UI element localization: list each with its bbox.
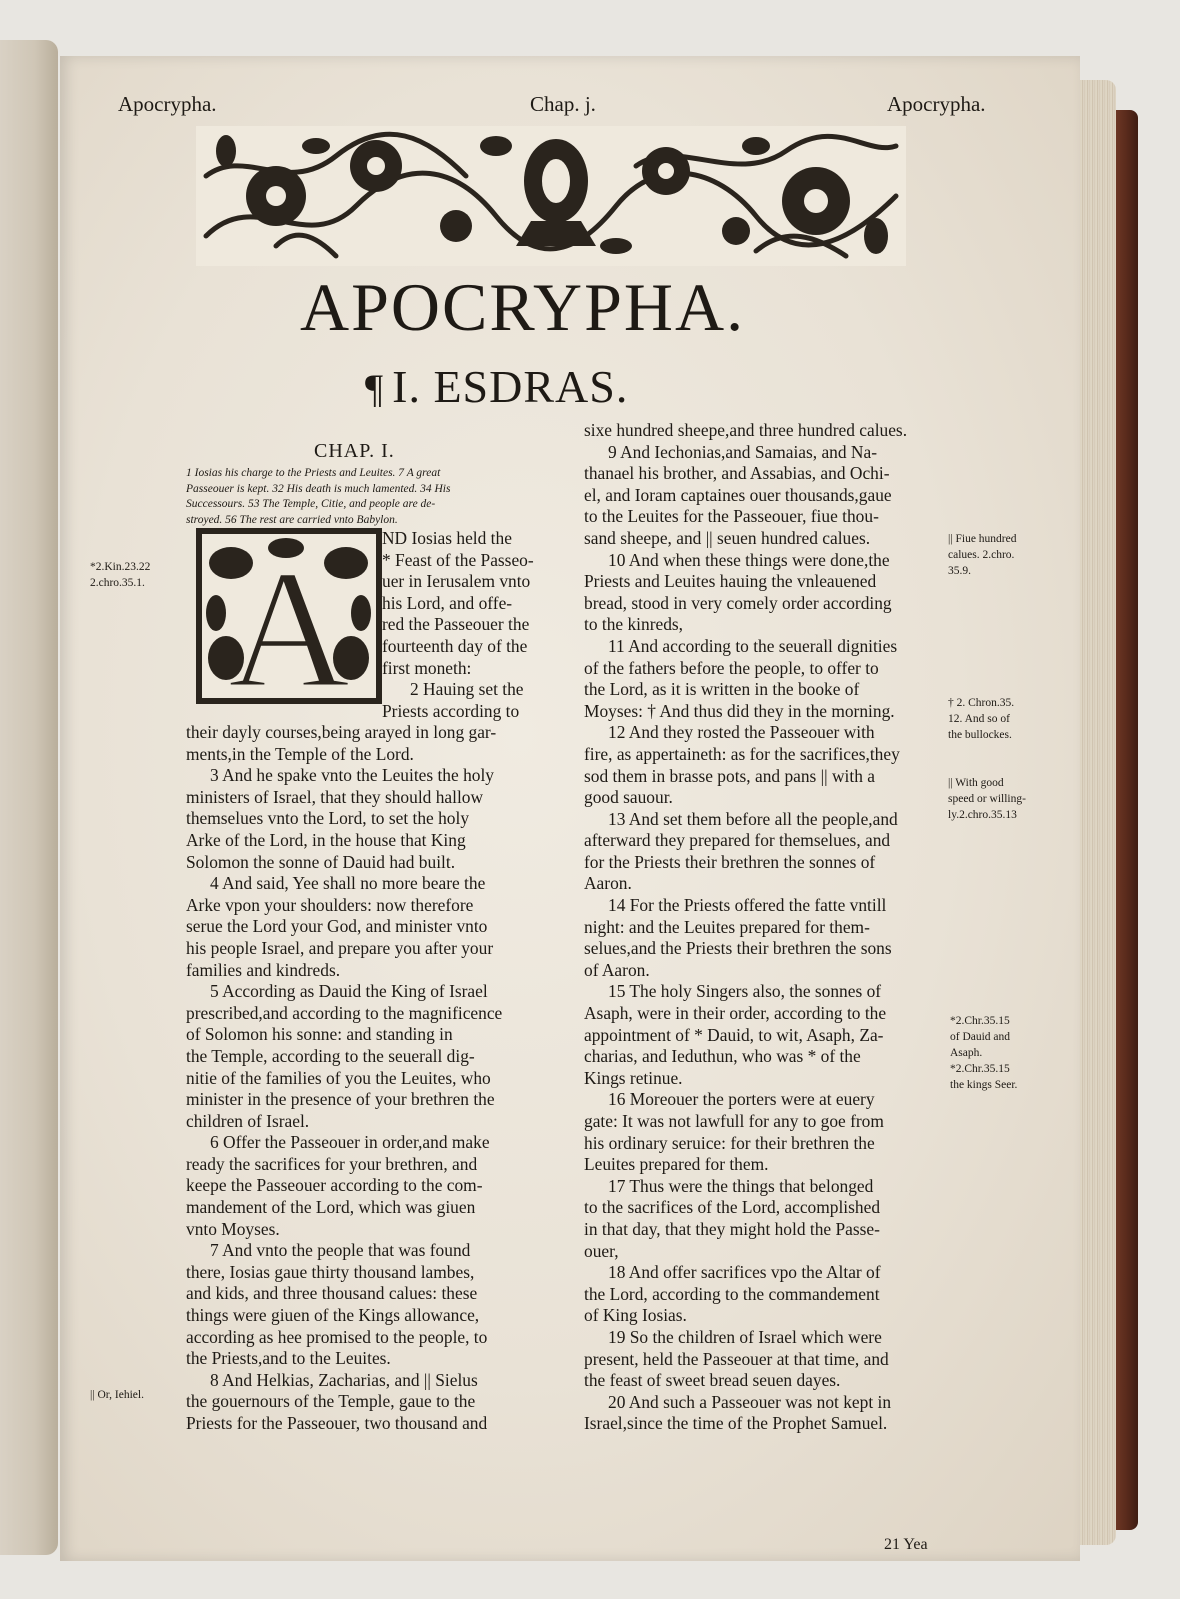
text-line: his ordinary seruice: for their brethren the [584,1132,875,1153]
text-line: in that day, that they might hold the Passe- [584,1218,880,1239]
text-line: 8 And Helkias, Zacharias, and || Sielus [210,1369,478,1390]
text-line: for the Priests their brethren the sonnes of [584,851,876,872]
text-line: Arke of the Lord, in the house that King [186,829,466,850]
text-line: good sauour. [584,787,673,808]
catchword: 21 Yea [884,1536,928,1553]
text-line: ND Iosias held the [382,528,512,548]
text-line: the Priests,and to the Leuites. [186,1348,391,1369]
margin-note-right: the kings Seer. [950,1079,1018,1091]
text-line: 7 And vnto the people that was found [210,1240,471,1261]
text-line: the Lord, according to the commandement [584,1283,880,1304]
text-line: 10 And when these things were done,the [608,549,890,570]
running-head-left: Apocrypha. [118,92,217,116]
text-line: 3 And he spake vnto the Leuites the holy [210,765,494,786]
margin-note-right: Asaph. [950,1047,983,1059]
text-line: sixe hundred sheepe,and three hundred calues. [584,420,908,440]
running-head-right: Apocrypha. [887,92,986,116]
margin-note-right: ly.2.chro.35.13 [948,809,1017,821]
text-line: Arke vpon your shoulders: now therefore [186,894,474,915]
text-line: Priests for the Passeouer, two thousand and [186,1413,488,1433]
text-line: of the fathers before the people, to offer to [584,657,879,678]
text-line: his people Israel, and prepare you after your [186,937,494,958]
margin-note-left: *2.Kin.23.22 [90,561,151,573]
text-line: el, and Ioram captaines ouer thousands,gaue [584,484,892,505]
pilcrow-mark: ¶ [365,366,385,411]
text-line: selues,and the Priests their brethren the sons [584,938,892,959]
margin-note-right: calues. 2.chro. [948,549,1015,561]
book-name: I. ESDRAS. [392,361,629,412]
text-line: 12 And they rosted the Passeouer with [608,722,875,743]
text-line: fourteenth day of the [382,635,528,656]
page-title: APOCRYPHA. [300,269,746,345]
margin-note-right: || Fiue hundred [948,533,1017,545]
text-line: Moyses: † And thus did they in the morning. [584,700,895,721]
text-line: sod them in brasse pots, and pans || with a [584,765,875,786]
margin-note-right: † 2. Chron.35. [948,697,1015,709]
margin-note-right: of Dauid and [950,1031,1011,1043]
text-line: ready the sacrifices for your brethren, and [186,1153,478,1174]
text-line: to the Leuites for the Passeouer, fiue thou- [584,506,879,527]
text-line: 6 Offer the Passeouer in order,and make [210,1132,490,1153]
left-column-text [186,722,566,1435]
text-line: 18 And offer sacrifices vpo the Altar of [608,1262,881,1283]
running-head-chapter: Chap. j. [530,92,596,116]
text-line: Israel,since the time of the Prophet Samuel. [584,1413,888,1434]
text-line: mandement of the Lord, which was giuen [186,1197,476,1218]
text-line: to the kinreds, [584,614,684,635]
text-line: according as hee promised to the people, to [186,1326,488,1347]
text-line: fire, as appertaineth: as for the sacrifices,they [584,743,900,764]
text-line: Leuites prepared for them. [584,1154,769,1175]
text-line: thanael his brother, and Assabias, and Ochi- [584,463,890,484]
summary-line: 1 Iosias his charge to the Priests and Leuites. 7 A great [186,467,441,479]
summary-line: Successours. 53 The Temple, Citie, and people are de- [186,498,436,510]
book-title [365,360,628,413]
text-line: sand sheepe, and || seuen hundred calues. [584,527,871,548]
text-line: 9 And Iechonias,and Samaias, and Na- [608,441,877,462]
text-line: first moneth: [382,657,472,678]
margin-note-right: *2.Chr.35.15 [950,1063,1010,1075]
text-line: 2 Hauing set the [410,679,524,700]
margin-note-right: 12. And so of [948,713,1010,725]
text-line: Priests and Leuites hauing the vnleauened [584,571,877,592]
chapter-heading: CHAP. I. [314,440,395,462]
text-line: 13 And set them before all the people,and [608,808,898,829]
text-line: ments,in the Temple of the Lord. [186,743,414,764]
text-line: 11 And according to the seuerall dignities [608,635,898,656]
margin-note-right: *2.Chr.35.15 [950,1015,1010,1027]
decorated-initial-a [196,528,382,704]
text-line: 17 Thus were the things that belonged [608,1175,874,1196]
text-line: bread, stood in very comely order according [584,592,892,613]
text-line: his Lord, and offe- [382,592,513,613]
text-line: the Temple, according to the seuerall dig- [186,1045,475,1066]
text-line: of Aaron. [584,959,650,980]
text-line: Asaph, were in their order, according to the [584,1003,887,1024]
margin-note-right: speed or willing- [948,793,1026,805]
text-line: appointment of * Dauid, to wit, Asaph, Za- [584,1024,884,1045]
floral-headpiece-ornament [196,126,906,266]
text-line: red the Passeouer the [382,614,530,635]
text-line: themselues vnto the Lord, to set the holy [186,808,470,829]
text-line: vnto Moyses. [186,1218,280,1239]
text-line: the Lord, as it is written in the booke of [584,679,860,700]
margin-note-right: 35.9. [948,565,971,577]
text-line: serue the Lord your God, and minister vnto [186,916,488,937]
text-line: of Solomon his sonne: and standing in [186,1024,453,1045]
chapter-summary [186,466,566,528]
right-column-text [584,420,944,1435]
margin-note-right: the bullockes. [948,729,1012,741]
text-line: ministers of Israel, that they should hallow [186,786,484,807]
text-line: 5 According as Dauid the King of Israel [210,981,488,1002]
text-line: their dayly courses,being arayed in long gar- [186,722,497,742]
svg-text:A: A [227,535,351,704]
text-line: ouer, [584,1240,619,1261]
text-line: prescribed,and according to the magnificence [186,1002,503,1023]
text-line: 20 And such a Passeouer was not kept in [608,1391,892,1412]
text-line: minister in the presence of your brethren the [186,1089,495,1110]
text-line: to the sacrifices of the Lord, accomplished [584,1197,881,1218]
text-line: afterward they prepared for themselues, and [584,830,891,851]
text-line: keepe the Passeouer according to the com- [186,1175,483,1196]
text-line: 14 For the Priests offered the fatte vntill [608,895,887,916]
text-line: children of Israel. [186,1110,310,1131]
text-line: things were giuen of the Kings allowance, [186,1305,480,1326]
text-line: nitie of the families of you the Leuites, who [186,1067,491,1088]
text-line: * Feast of the Passeo- [382,549,534,570]
text-line: 19 So the children of Israel which were [608,1326,882,1347]
text-line: Priests according to [382,700,520,721]
text-line: families and kindreds. [186,959,341,980]
text-line: present, held the Passeouer at that time, and [584,1348,889,1369]
text-line: charias, and Ieduthun, who was * of the [584,1046,861,1067]
margin-note-left: 2.chro.35.1. [90,577,145,589]
text-line: 16 Moreouer the porters were at euery [608,1089,875,1110]
verse-1-beside-initial [382,528,572,722]
summary-line: Passeouer is kept. 32 His death is much lamented. 34 His [186,482,451,495]
text-line: gate: It was not lawfull for any to goe from [584,1111,884,1131]
text-line: Solomon the sonne of Dauid had built. [186,851,456,872]
text-line: night: and the Leuites prepared for them- [584,916,870,937]
left-page-edge [0,40,58,1555]
text-line: Kings retinue. [584,1067,683,1088]
text-line: 4 And said, Yee shall no more beare the [210,873,486,894]
text-line: there, Iosias gaue thirty thousand lambes, [186,1261,475,1282]
text-line: the gouernours of the Temple, gaue to the [186,1391,476,1412]
text-line: and kids, and three thousand calues: these [186,1283,478,1304]
summary-line: stroyed. 56 The rest are carried vnto Babylon. [186,513,398,526]
text-line: Aaron. [584,873,632,894]
text-line: uer in Ierusalem vnto [382,571,531,592]
margin-note-left: || Or, Iehiel. [90,1389,144,1401]
text-line: the feast of sweet bread seuen dayes. [584,1370,841,1391]
text-line: 15 The holy Singers also, the sonnes of [608,981,882,1002]
text-line: of King Iosias. [584,1305,687,1326]
margin-note-right: || With good [948,777,1004,789]
